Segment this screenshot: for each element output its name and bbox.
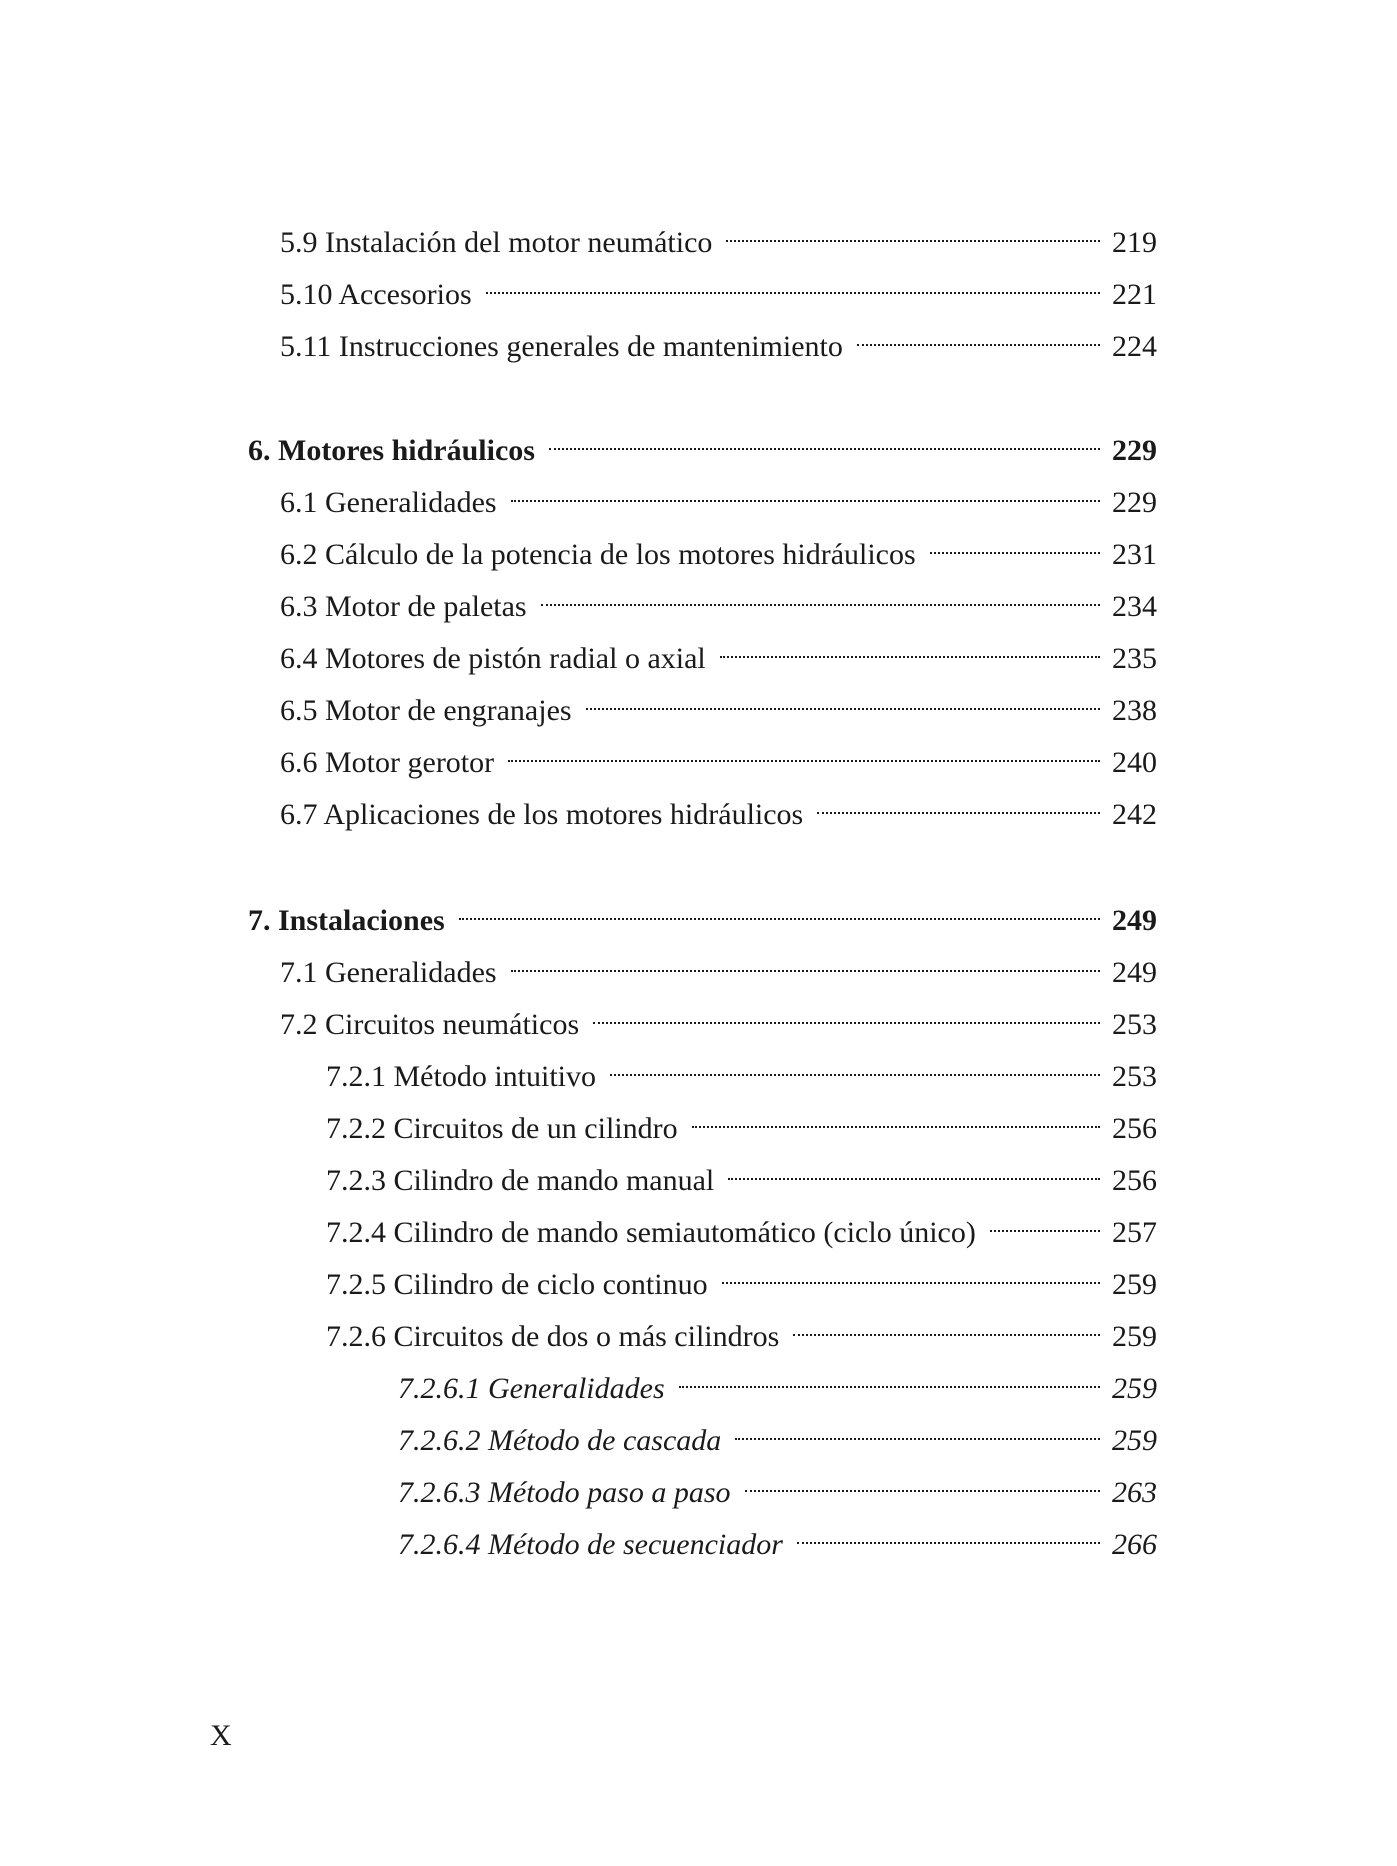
dot-leader	[817, 784, 1100, 824]
toc-entry-page: 249	[1112, 956, 1157, 989]
toc-entry-page: 224	[1112, 330, 1157, 363]
toc-entry[interactable]	[398, 1410, 1157, 1457]
toc-entry-title: 5.10 Accesorios	[280, 278, 472, 311]
toc-entry-title: 7.2.6.1 Generalidades	[398, 1372, 665, 1405]
dot-leader	[593, 994, 1100, 1034]
toc-entry-page: 266	[1112, 1528, 1157, 1561]
toc-entry-page: 259	[1112, 1424, 1157, 1457]
dot-leader	[990, 1202, 1100, 1242]
toc-entry-page: 253	[1112, 1008, 1157, 1041]
toc-entry[interactable]	[398, 1358, 1157, 1405]
toc-entry-title: 6.5 Motor de engranajes	[280, 694, 572, 727]
toc-entry-title: 7.1 Generalidades	[280, 956, 497, 989]
page-folio: X	[210, 1719, 232, 1752]
toc-entry-page: 238	[1112, 694, 1157, 727]
toc-entry[interactable]	[280, 212, 1157, 259]
dot-leader	[511, 942, 1100, 982]
dot-leader	[745, 1462, 1101, 1502]
toc-entry[interactable]	[280, 942, 1157, 989]
toc-entry-page: 263	[1112, 1476, 1157, 1509]
dot-leader	[486, 264, 1100, 304]
dot-leader	[720, 628, 1100, 668]
toc-entry[interactable]	[280, 524, 1157, 571]
toc-entry-page: 240	[1112, 746, 1157, 779]
toc-entry[interactable]	[398, 1514, 1157, 1561]
toc-entry-title: 7.2.6.2 Método de cascada	[398, 1424, 722, 1457]
toc-entry[interactable]	[326, 1046, 1157, 1093]
toc-entry-page: 221	[1112, 278, 1157, 311]
toc-entry-title: 7. Instalaciones	[248, 904, 445, 937]
toc-entry[interactable]	[280, 680, 1157, 727]
toc-entry[interactable]	[326, 1098, 1157, 1145]
toc-entry[interactable]	[280, 316, 1157, 363]
dot-leader	[857, 316, 1100, 356]
toc-entry-title: 5.9 Instalación del motor neumático	[280, 226, 713, 259]
toc-entry[interactable]	[280, 472, 1157, 519]
dot-leader	[541, 576, 1100, 616]
toc-entry-page: 242	[1112, 798, 1157, 831]
toc-entry[interactable]	[280, 264, 1157, 311]
toc-entry-page: 219	[1112, 226, 1157, 259]
toc-entry-title: 6. Motores hidráulicos	[248, 434, 535, 467]
dot-leader	[692, 1098, 1100, 1138]
toc-entry-page: 256	[1112, 1164, 1157, 1197]
toc-chapter-entry[interactable]	[248, 420, 1157, 467]
toc-entry-page: 257	[1112, 1216, 1157, 1249]
toc-entry-title: 7.2.3 Cilindro de mando manual	[326, 1164, 715, 1197]
toc-entry-page: 253	[1112, 1060, 1157, 1093]
toc-entry-page: 259	[1112, 1320, 1157, 1353]
toc-entry[interactable]	[280, 994, 1157, 1041]
dot-leader	[586, 680, 1100, 720]
dot-leader	[793, 1306, 1100, 1346]
toc-entry[interactable]	[326, 1306, 1157, 1353]
toc-entry-title: 6.1 Generalidades	[280, 486, 497, 519]
toc-entry-title: 6.6 Motor gerotor	[280, 746, 495, 779]
dot-leader	[511, 472, 1100, 512]
toc-entry-title: 7.2.1 Método intuitivo	[326, 1060, 596, 1093]
toc-entry-title: 6.7 Aplicaciones de los motores hidráulicos	[280, 798, 804, 831]
toc-entry[interactable]	[326, 1202, 1157, 1249]
toc-entry-page: 235	[1112, 642, 1157, 675]
toc-entry-title: 6.3 Motor de paletas	[280, 590, 527, 623]
dot-leader	[797, 1514, 1100, 1554]
toc-entry-title: 7.2.4 Cilindro de mando semiautomático (ciclo único)	[326, 1216, 976, 1249]
toc-entry[interactable]	[280, 784, 1157, 831]
dot-leader	[726, 212, 1100, 252]
toc-entry[interactable]	[398, 1462, 1157, 1509]
dot-leader	[459, 890, 1100, 930]
toc-entry[interactable]	[280, 576, 1157, 623]
toc-entry[interactable]	[326, 1150, 1157, 1197]
dot-leader	[728, 1150, 1100, 1190]
toc-entry-page: 229	[1112, 486, 1157, 519]
toc-entry-title: 7.2.6 Circuitos de dos o más cilindros	[326, 1320, 780, 1353]
toc-entry-page: 249	[1112, 904, 1157, 937]
toc-entry-title: 6.2 Cálculo de la potencia de los motores hidráulicos	[280, 538, 916, 571]
toc-entry-title: 7.2 Circuitos neumáticos	[280, 1008, 580, 1041]
toc-entry-title: 7.2.6.4 Método de secuenciador	[398, 1528, 783, 1561]
toc-entry[interactable]	[280, 732, 1157, 779]
dot-leader	[722, 1254, 1100, 1294]
toc-entry[interactable]	[326, 1254, 1157, 1301]
toc-entry-title: 6.4 Motores de pistón radial o axial	[280, 642, 706, 675]
toc-entry-page: 234	[1112, 590, 1157, 623]
toc-entry-title: 7.2.5 Cilindro de ciclo continuo	[326, 1268, 708, 1301]
toc-entry[interactable]	[280, 628, 1157, 675]
toc-entry-title: 5.11 Instrucciones generales de mantenimiento	[280, 330, 843, 363]
toc-entry-page: 259	[1112, 1268, 1157, 1301]
dot-leader	[549, 420, 1100, 460]
toc-entry-title: 7.2.6.3 Método paso a paso	[398, 1476, 731, 1509]
dot-leader	[930, 524, 1100, 564]
dot-leader	[508, 732, 1100, 772]
toc-entry-page: 231	[1112, 538, 1157, 571]
dot-leader	[610, 1046, 1100, 1086]
toc-chapter-entry[interactable]	[248, 890, 1157, 937]
toc-entry-title: 7.2.2 Circuitos de un cilindro	[326, 1112, 678, 1145]
dot-leader	[679, 1358, 1100, 1398]
toc-entry-page: 256	[1112, 1112, 1157, 1145]
toc-entry-page: 259	[1112, 1372, 1157, 1405]
toc-entry-page: 229	[1112, 434, 1157, 467]
dot-leader	[735, 1410, 1100, 1450]
